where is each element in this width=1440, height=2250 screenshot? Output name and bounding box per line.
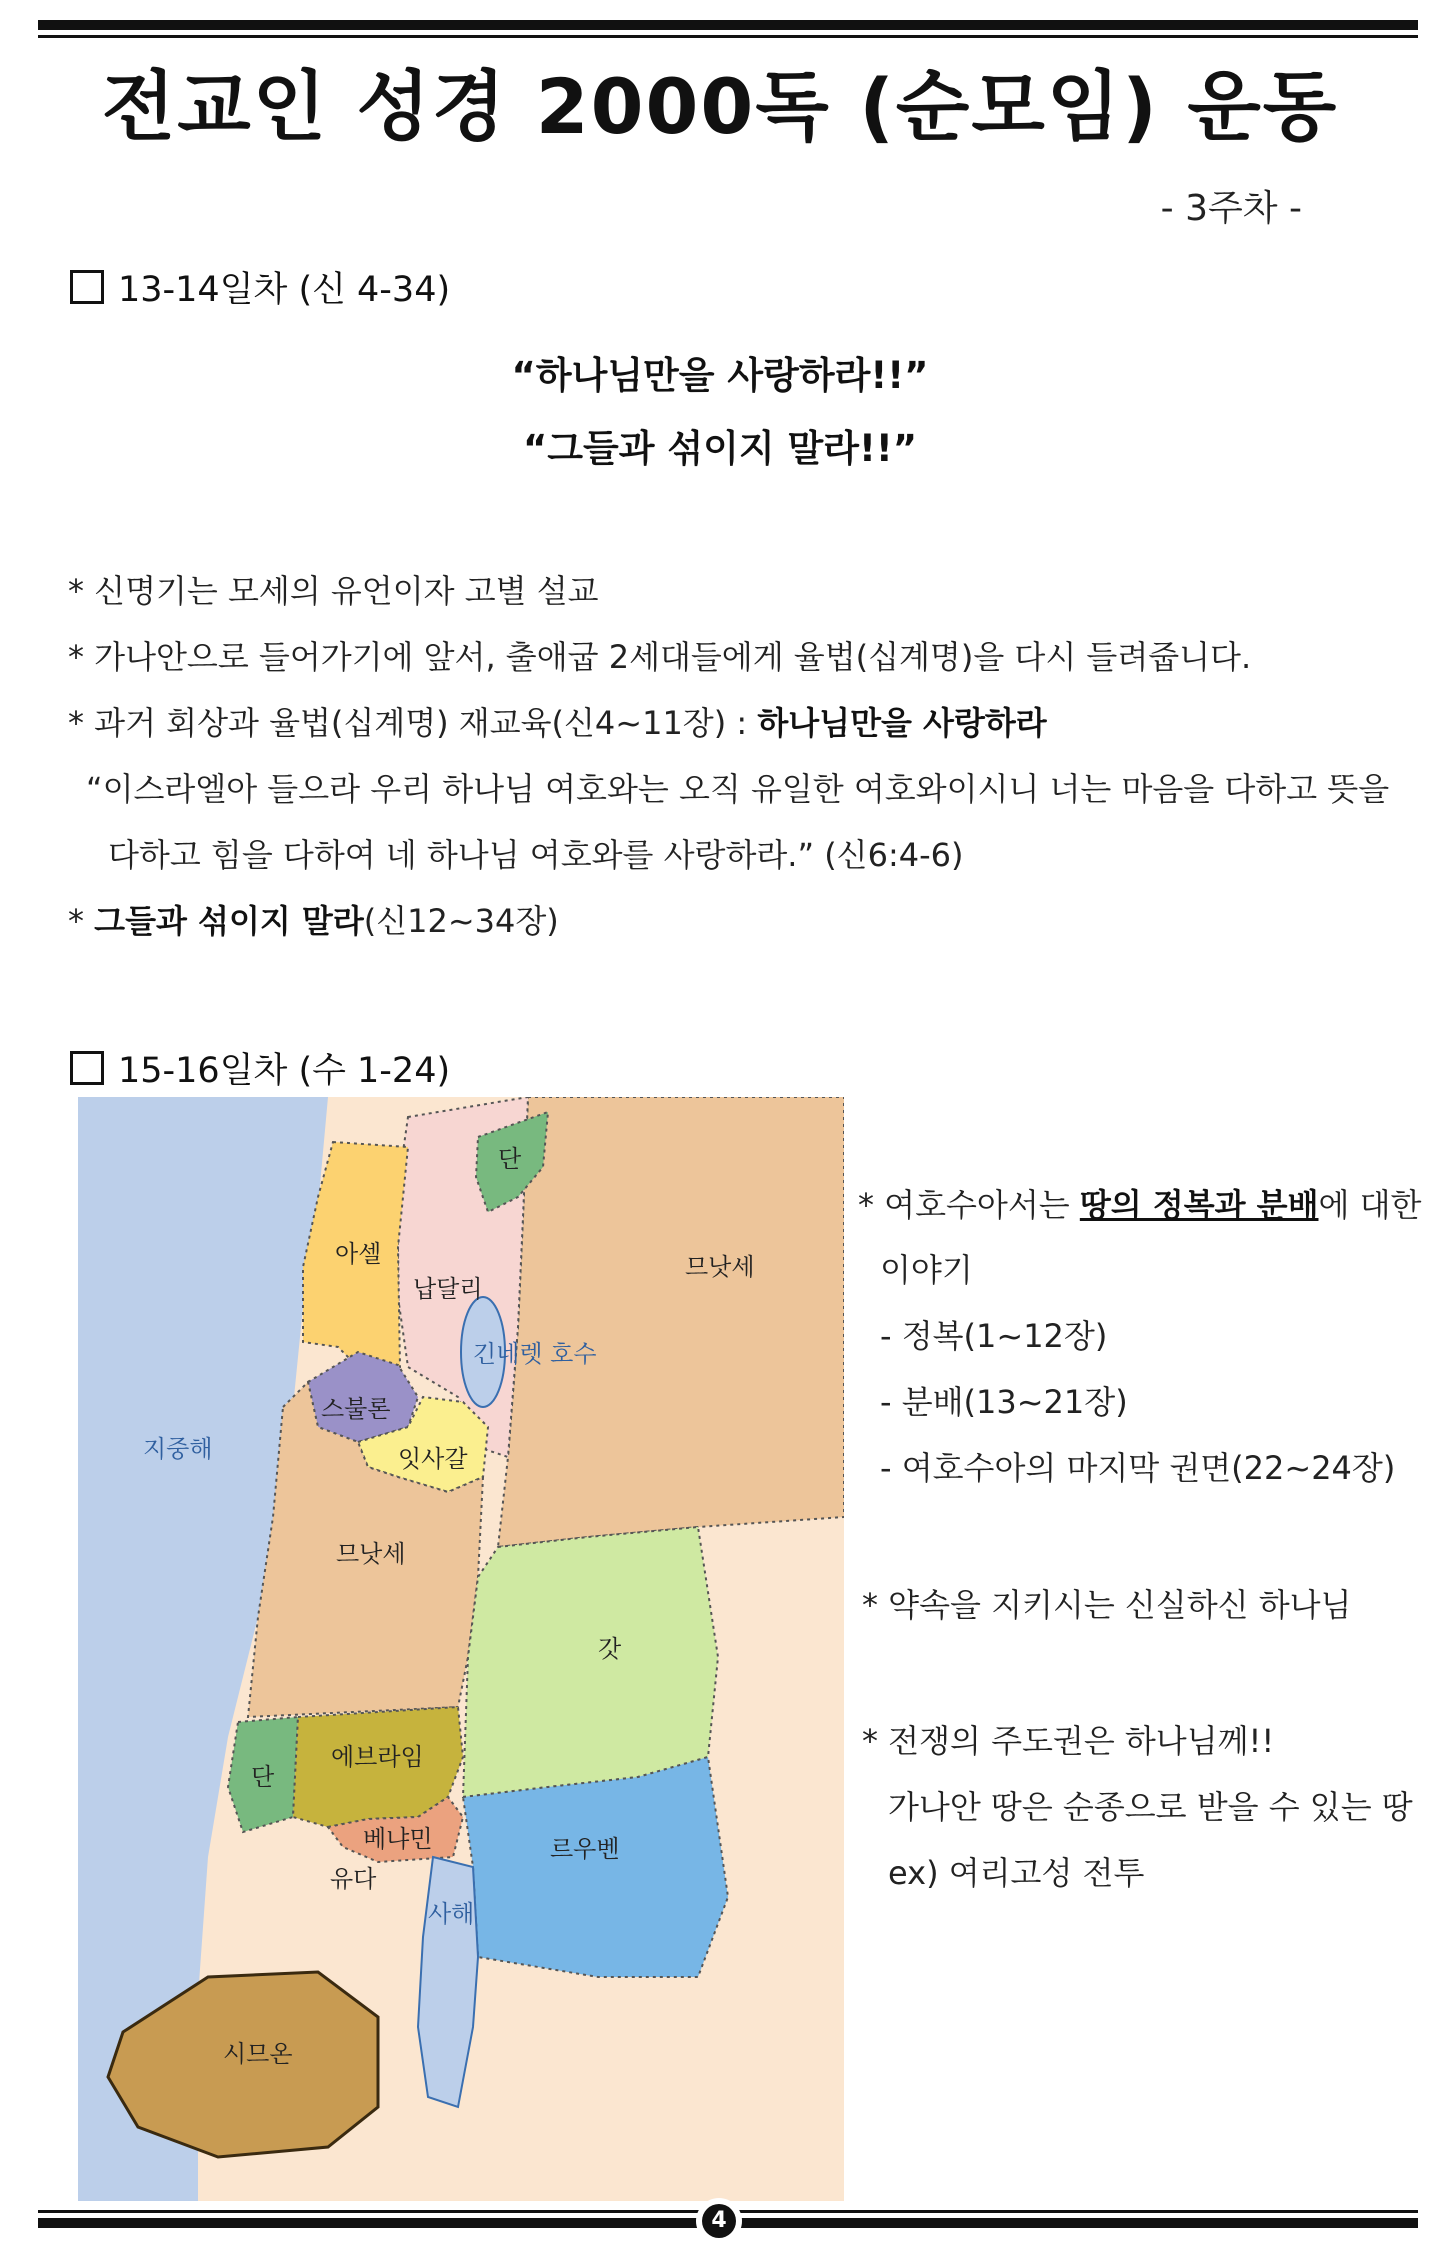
side-note-distribution: - 분배(13~21장)	[880, 1383, 1128, 1421]
side-note-emphasis: 땅의 정복과 분배	[1079, 1186, 1319, 1224]
side-note-canaan-land: 가나안 땅은 순종으로 받을 수 있는 땅	[888, 1788, 1413, 1826]
note-bullet: *	[68, 902, 95, 940]
top-rule-thin	[38, 35, 1418, 38]
scripture-quote-line-2: 다하고 힘을 다하여 네 하나님 여호와를 사랑하라.” (신6:4-6)	[108, 836, 964, 874]
quote-do-not-mix: “그들과 섞이지 말라!!”	[522, 427, 918, 470]
tribal-allotment-map	[78, 1097, 844, 2201]
note-deuteronomy-intro: * 신명기는 모세의 유언이자 고별 설교	[68, 572, 599, 610]
map-label-benjamin: 베냐민	[363, 1825, 433, 1853]
side-note-joshua-summary	[858, 1180, 1421, 1226]
side-note-last-exhortation: - 여호수아의 마지막 권면(22~24장)	[880, 1449, 1396, 1487]
map-label-galilee: 긴네렛 호수	[473, 1340, 597, 1368]
scripture-quote-line-1: “이스라엘아 들으라 우리 하나님 여호와는 오직 유일한 여호와이시니 너는 마음을 다하고 뜻을	[86, 770, 1390, 808]
page-title: 전교인 성경 2000독 (순모임) 운동	[101, 62, 1339, 151]
note-recollection	[68, 698, 1047, 744]
checkbox-days-13-14[interactable]	[70, 270, 104, 304]
map-label-judah: 유다	[330, 1865, 377, 1893]
map-label-dan-south: 단	[251, 1763, 275, 1791]
week-label: - 3주차 -	[1160, 188, 1302, 229]
side-note-jericho: ex) 여리고성 전투	[888, 1854, 1145, 1892]
map-label-issachar: 잇사갈	[398, 1445, 468, 1473]
map-label-zebulun: 스불론	[321, 1395, 391, 1423]
side-note-prefix: * 여호수아서는	[858, 1186, 1080, 1224]
map-label-simeon: 시므온	[223, 2040, 293, 2068]
side-note-suffix: 에 대한	[1318, 1186, 1422, 1224]
section-heading-text: 13-14일차 (신 4-34)	[118, 270, 451, 310]
map-label-manasseh-east: 므낫세	[685, 1253, 755, 1281]
checkbox-days-15-16[interactable]	[70, 1051, 104, 1085]
map-label-reuben: 르우벤	[550, 1835, 620, 1863]
note-do-not-mix-emphasis: 그들과 섞이지 말라	[94, 902, 364, 940]
map-label-mediterranean: 지중해	[143, 1435, 213, 1463]
side-note-war-initiative: * 전쟁의 주도권은 하나님께!!	[862, 1722, 1275, 1760]
region-manasseh-east	[498, 1097, 844, 1547]
section-heading-days-13-14	[70, 262, 450, 312]
region-gad	[463, 1527, 718, 1797]
map-label-asher: 아셀	[335, 1240, 382, 1268]
side-note-conquest: - 정복(1~12장)	[880, 1317, 1108, 1355]
top-rule-thick	[38, 20, 1418, 30]
side-note-faithful-god: * 약속을 지키시는 신실하신 하나님	[862, 1586, 1352, 1624]
note-recollection-text: * 과거 회상과 율법(십계명) 재교육(신4~11장) :	[68, 704, 758, 742]
map-label-naphtali: 납달리	[413, 1275, 483, 1303]
map-label-gad: 갓	[598, 1635, 622, 1663]
note-second-generation: * 가나안으로 들어가기에 앞서, 출애굽 2세대들에게 율법(십계명)을 다시 들려줍니다.	[68, 638, 1252, 676]
section-heading-days-15-16	[70, 1043, 450, 1093]
note-do-not-mix-ref: (신12~34장)	[363, 902, 559, 940]
note-recollection-emphasis: 하나님만을 사랑하라	[757, 704, 1047, 742]
map-label-dan-north: 단	[498, 1145, 522, 1173]
map-label-manasseh-west: 므낫세	[336, 1540, 406, 1568]
side-note-story: 이야기	[880, 1251, 973, 1289]
quote-love-god-only: “하나님만을 사랑하라!!”	[511, 354, 929, 397]
map-label-dead-sea: 사해	[428, 1900, 475, 1928]
page-number: 4	[702, 2204, 736, 2238]
section-heading-text: 15-16일차 (수 1-24)	[118, 1051, 451, 1091]
note-do-not-mix	[68, 896, 559, 942]
map-label-ephraim: 에브라임	[331, 1743, 424, 1771]
